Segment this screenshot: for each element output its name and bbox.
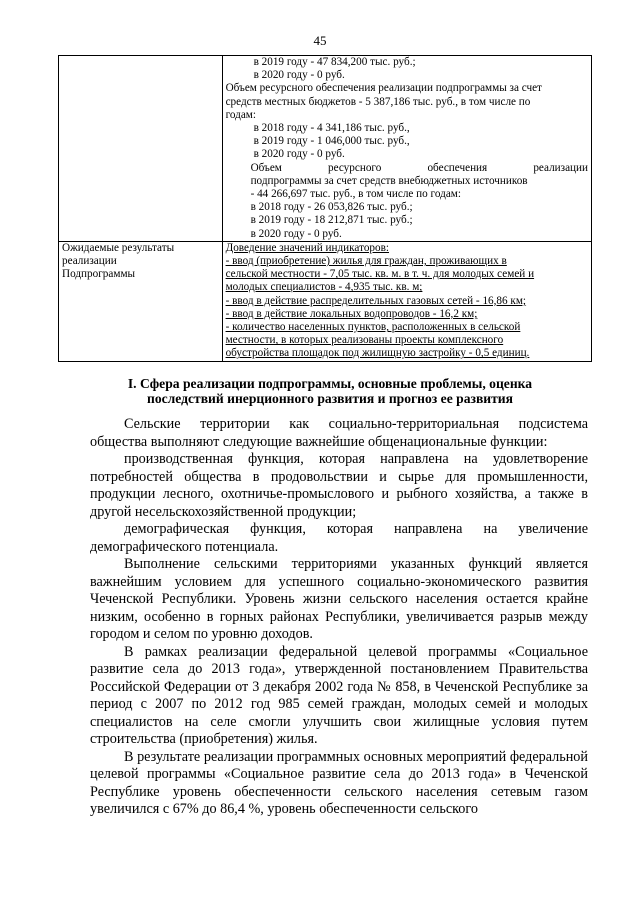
text-line: сельской местности - 7,05 тыс. кв. м. в т. ч. для молодых семей и — [225, 268, 535, 281]
text-line: Объем ресурсного обеспечения реализации подпрограммы за счет — [225, 82, 542, 95]
text-line: Объем ресурсного обеспечения реализации — [250, 161, 588, 174]
table-cell-label — [59, 241, 223, 361]
page-number: 45 — [313, 33, 327, 48]
table-cell-results — [222, 241, 591, 361]
text-line: в 2019 году - 18 212,871 тыс. руб.; — [250, 214, 413, 227]
label-line: реализации — [62, 255, 117, 268]
text-line: - ввод в действие распределительных газовых сетей - 16,86 км; — [225, 294, 527, 307]
paragraph: В результате реализации программных основных мероприятий федеральной целевой программы «Социальное развитие села до 2013 года» в Чеченской Республике уровень обеспеченности сельского населения сетевым газом увеличился с 67% до 86,4 %, уровень обеспеченности сельского — [90, 748, 588, 817]
text-line: в 2020 году - 0 руб. — [250, 227, 342, 240]
paragraph-line: общества выполняют следующие важнейшие общенациональные функции: — [90, 433, 548, 450]
passport-table — [58, 55, 592, 362]
paragraph-line: демографического потенциала. — [90, 538, 279, 555]
text-line: в 2020 году - 0 руб. — [253, 69, 345, 82]
heading-line: последствий инерционного развития и прогноз ее развития — [146, 391, 513, 406]
text-line: местности, в которых реализованы проекты комплексного — [225, 334, 504, 347]
text-line: - ввод в действие локальных водопроводов - 16,2 км; — [225, 307, 478, 320]
body-text — [90, 416, 588, 819]
paragraph: потребностей общества в продовольствии и сырье для промышленности, продукции лесного, охотничье-промыслового и рыбного хозяйства, а также в другой несельскохозяйственной продукции; — [90, 468, 588, 520]
section-heading — [84, 376, 576, 406]
table-cell-funding — [222, 56, 591, 242]
table-row-funding — [59, 56, 592, 242]
paragraph-line: производственная функция, которая направлена на удовлетворение — [124, 451, 588, 467]
paragraph: Выполнение сельскими территориями указанных функций является важнейшим условием для успешного социально-экономического развития Чеченской Республики. Уровень жизни сельского населения остается крайне низким, особенно в горных районах Республики, увеличивается разрыв между городом и селом по уровню доходов. — [90, 556, 588, 642]
table-cell-empty — [59, 56, 223, 242]
text-line: в 2019 году - 1 046,000 тыс. руб., — [253, 135, 410, 148]
text-line: обустройства площадок под жилищную застройку - 0,5 единиц. — [225, 347, 530, 360]
heading-line: I. Сфера реализации подпрограммы, основные проблемы, оценка — [127, 376, 533, 391]
text-line: в 2018 году - 26 053,826 тыс. руб.; — [250, 201, 413, 214]
text-line: средств местных бюджетов - 5 387,186 тыс. руб., в том числе по — [225, 95, 531, 108]
text-line: годам: — [225, 108, 256, 121]
text-line: - ввод (приобретение) жилья для граждан, проживающих в — [225, 255, 507, 268]
text-line: в 2018 году - 4 341,186 тыс. руб., — [253, 122, 410, 135]
text-line: Доведение значений индикаторов: — [225, 241, 389, 254]
paragraph-line: Сельские территории как социально-территориальная подсистема — [124, 416, 588, 432]
table-row-expected-results — [59, 241, 592, 361]
label-line: Ожидаемые результаты — [62, 241, 175, 254]
paragraph-line: демографическая функция, которая направлена на увеличение — [124, 521, 588, 537]
text-line: - 44 266,697 тыс. руб., в том числе по годам: — [250, 188, 461, 201]
text-line: молодых специалистов - 4,935 тыс. кв. м; — [225, 281, 423, 294]
label-line: Подпрограммы — [62, 268, 136, 281]
text-line: подпрограммы за счет средств внебюджетных источников — [250, 174, 528, 187]
text-line: в 2019 году - 47 834,200 тыс. руб.; — [253, 56, 416, 68]
text-line: - количество населенных пунктов, расположенных в сельской — [225, 321, 521, 334]
text-line: в 2020 году - 0 руб. — [253, 148, 345, 161]
paragraph: В рамках реализации федеральной целевой программы «Социальное развитие села до 2013 года», утвержденной постановлением Правительства Российской Федерации от 3 декабря 2002 года № 858, в Чеченской Республике за период с 2007 по 2012 год 985 семей граждан, молодых семей и молодых специалистов на селе смогли улучшить свои жилищные условия путем строительства (приобретения) жилья. — [90, 643, 588, 747]
